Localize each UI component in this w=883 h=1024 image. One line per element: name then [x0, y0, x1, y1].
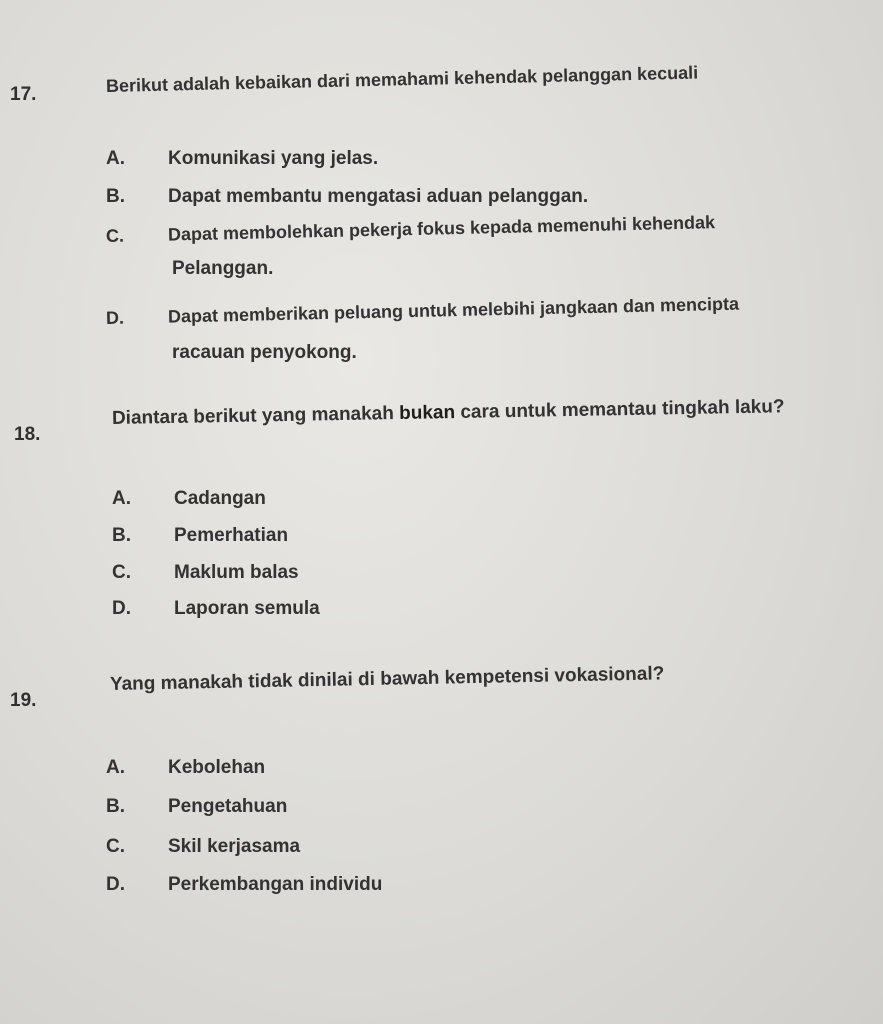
- option-text: Dapat membolehkan pekerja fokus kepada memenuhi kehendak: [167, 212, 716, 245]
- question-text: [112, 396, 785, 430]
- option-text: Perkembangan individu: [168, 874, 383, 895]
- question-text-start: Diantara berikut yang manakah: [111, 402, 400, 429]
- option-d: [112, 598, 320, 620]
- option-letter: D.: [106, 874, 125, 895]
- option-letter: C.: [112, 562, 131, 583]
- option-a: [112, 488, 266, 510]
- option-letter: B.: [106, 186, 125, 207]
- question-number: 18.: [14, 424, 41, 445]
- option-letter: A.: [112, 488, 131, 509]
- option-c: [106, 836, 300, 858]
- option-b: [112, 525, 288, 547]
- option-letter: D.: [105, 307, 125, 328]
- option-d: [106, 294, 739, 329]
- question-number: 19.: [10, 690, 37, 711]
- option-b: [106, 796, 287, 818]
- option-d-continuation: racauan penyokong.: [172, 342, 357, 363]
- option-letter: D.: [112, 598, 131, 619]
- option-text: Maklum balas: [174, 562, 299, 583]
- option-text: Pemerhatian: [174, 525, 289, 546]
- question-text-emphasis: bukan: [398, 402, 456, 424]
- option-a: [106, 757, 265, 779]
- option-c-continuation: Pelanggan.: [172, 258, 274, 279]
- option-text: Skil kerjasama: [168, 836, 301, 857]
- question-text: Yang manakah tidak dinilai di bawah kempetensi vokasional?: [109, 663, 665, 695]
- option-text: Cadangan: [174, 488, 266, 509]
- question-text: Berikut adalah kebaikan dari memahami kehendak pelanggan kecuali: [105, 62, 699, 96]
- option-c: [106, 212, 716, 247]
- option-text: Pengetahuan: [168, 796, 288, 817]
- question-text-end: cara untuk memantau tingkah laku?: [454, 396, 785, 424]
- option-letter: C.: [106, 836, 125, 857]
- option-b: [106, 186, 588, 208]
- option-letter: B.: [112, 525, 131, 546]
- option-letter: B.: [106, 796, 125, 817]
- option-c: [112, 562, 299, 584]
- option-letter: C.: [105, 225, 125, 246]
- question-number: 17.: [10, 84, 37, 105]
- option-text: Dapat memberikan peluang untuk melebihi jangkaan dan mencipta: [167, 293, 740, 327]
- option-text: Dapat membantu mengatasi aduan pelanggan.: [168, 186, 589, 207]
- option-a: [106, 148, 378, 170]
- option-letter: A.: [106, 757, 125, 778]
- option-letter: A.: [106, 148, 125, 169]
- option-text: Kebolehan: [168, 757, 266, 778]
- option-d: [106, 874, 382, 896]
- option-text: Laporan semula: [174, 598, 320, 619]
- option-text: Komunikasi yang jelas.: [168, 148, 379, 169]
